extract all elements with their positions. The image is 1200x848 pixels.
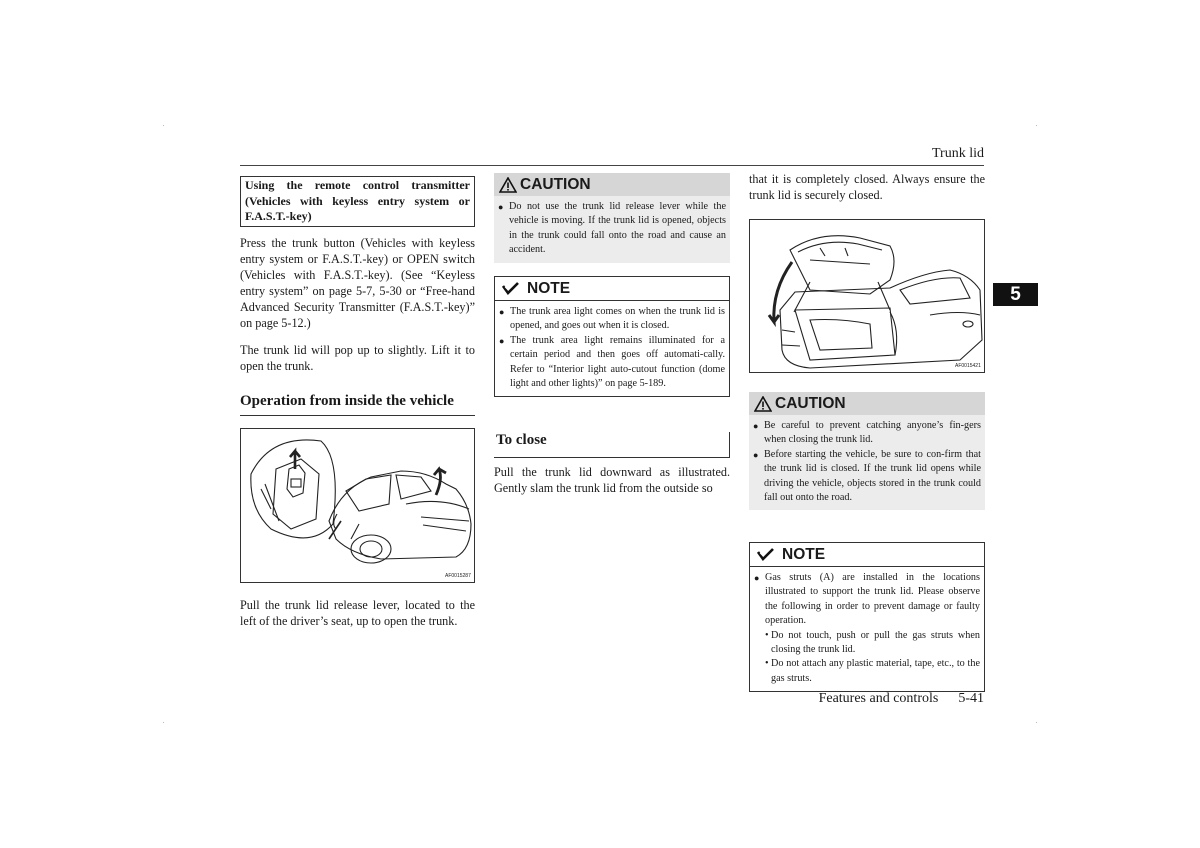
release-lever-figure — [240, 428, 475, 583]
crop-mark — [1036, 722, 1037, 723]
warning-triangle-icon — [754, 396, 772, 412]
note-label: NOTE — [527, 279, 571, 297]
figure-code: AF0015421 — [955, 363, 981, 369]
caution-body — [749, 415, 985, 510]
close-trunk-figure — [749, 219, 985, 373]
page-number: 5-41 — [958, 691, 984, 706]
note-box-gas-struts — [749, 542, 985, 692]
sub-bullet: • — [765, 629, 769, 641]
note-box-area-light — [494, 276, 730, 397]
release-lever-paragraph: Pull the trunk lid release lever, located to the left of the driver’s seat, up to open the trunk. — [240, 598, 475, 628]
caution-header — [494, 173, 730, 196]
lid-pop-paragraph: The trunk lid will pop up to slightly. Lift it to open the trunk. — [240, 343, 475, 373]
note-body — [495, 301, 729, 396]
remote-heading-box: Using the remote control transmitter (Vehicles with keyless entry system or F.A.S.T.-key) — [240, 176, 475, 227]
caution-header — [749, 392, 985, 415]
section-heading-close: To close — [494, 432, 730, 458]
crop-mark — [1036, 125, 1037, 126]
note-item: ● Gas struts (A) are installed in the locations illustrated to support the trunk lid. Please observe the following in order to prevent damage or faulty operation. — [754, 571, 980, 629]
note-subitem: • Do not touch, push or pull the gas struts when closing the trunk lid. — [754, 629, 980, 658]
running-header-title: Trunk lid — [931, 146, 984, 161]
note-item: ● The trunk area light comes on when the trunk lid is opened, and goes out when it is closed. — [499, 305, 725, 334]
crop-mark — [163, 722, 164, 723]
caution-item: ● Before starting the vehicle, be sure to con-firm that the trunk lid is closed. If the trunk lid opens while driving the vehicle, objects stored in the trunk could fall out onto the road. — [753, 448, 981, 506]
close-paragraph: Pull the trunk lid downward as illustrated. Gently slam the trunk lid from the outside so — [494, 465, 730, 495]
caution-label: CAUTION — [520, 175, 591, 193]
bullet-icon: ● — [499, 307, 505, 317]
footer-section: Features and controls — [818, 691, 939, 706]
note-check-icon — [500, 281, 524, 297]
page-footer — [819, 691, 984, 707]
note-body — [750, 567, 984, 691]
note-header — [750, 543, 984, 567]
section-heading-inside: Operation from inside the vehicle — [240, 393, 475, 416]
caution-item: ● Do not use the trunk lid release lever while the vehicle is moving. If the trunk lid is opened, objects in the trunk could fall onto the road and cause an accident. — [498, 200, 726, 258]
caution-body — [494, 196, 730, 263]
note-item: ● The trunk area light remains illuminated for a certain period and then goes off automati-cally. Refer to “Interior light auto-cutout function (dome light and other lights)” on page 5-189. — [499, 334, 725, 392]
caution-label: CAUTION — [775, 394, 846, 412]
bullet-icon: ● — [499, 335, 505, 346]
warning-triangle-icon — [499, 177, 517, 193]
caution-item: ● Be careful to prevent catching anyone’s fin-gers when closing the trunk lid. — [753, 419, 981, 448]
release-lever-illustration — [241, 429, 475, 583]
bullet-icon: ● — [498, 202, 504, 212]
header-rule — [240, 165, 984, 166]
note-subitem: • Do not attach any plastic material, tape, etc., to the gas struts. — [754, 657, 980, 686]
sub-bullet: • — [765, 658, 769, 670]
close-paragraph-continued: that it is completely closed. Always ensure the trunk lid is securely closed. — [749, 172, 985, 202]
bullet-icon: ● — [754, 573, 760, 583]
figure-code: AF0015287 — [445, 573, 471, 579]
note-header — [495, 277, 729, 301]
bullet-icon: ● — [753, 421, 759, 431]
caution-box-fingers — [749, 392, 985, 510]
bullet-icon: ● — [753, 449, 759, 460]
close-trunk-illustration — [750, 220, 985, 373]
crop-mark — [163, 125, 164, 126]
note-label: NOTE — [782, 545, 826, 563]
note-check-icon — [755, 547, 779, 563]
chapter-tab: 5 — [993, 283, 1038, 306]
caution-box-moving — [494, 173, 730, 263]
remote-instructions: Press the trunk button (Vehicles with keyless entry system or F.A.S.T.-key) or OPEN switch (Vehicles with F.A.S.T.-key). (See “Keyless entry system” on page 5-7, 5-30 or “Free-hand Advanced Security Transmitter (F.A.S.T.-key)” on page 5-12.) — [240, 236, 475, 330]
